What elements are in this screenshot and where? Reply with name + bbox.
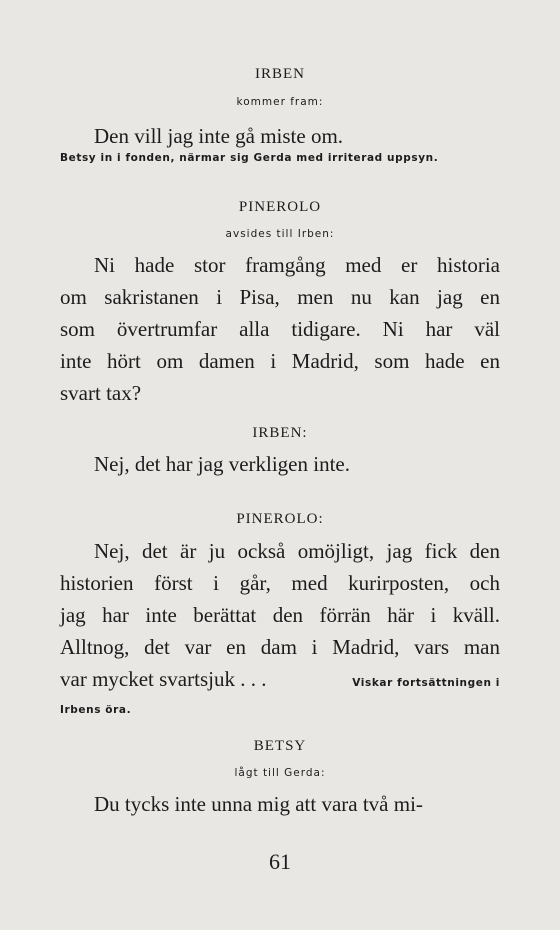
dialogue-line: Den vill jag inte gå miste om. [94, 124, 344, 148]
stage-direction: avsides till Irben: [225, 228, 335, 240]
stage-direction: Betsy in i fonden, närmar sig Gerda med irriterad uppsyn. [60, 152, 439, 164]
dialogue-line: Nej, det är ju också omöjligt, jag fick den [94, 539, 500, 563]
dialogue-line: Nej, det har jag verkligen inte. [94, 452, 350, 476]
stage-direction: lågt till Gerda: [234, 767, 326, 779]
dialogue-line: inte hört om damen i Madrid, som hade en [60, 349, 500, 373]
dialogue-line: som övertrumfar alla tidigare. Ni har väl [60, 317, 500, 341]
dialogue-text: var mycket svartsjuk . . . [60, 667, 267, 691]
dialogue-line-with-stage [60, 667, 500, 692]
speaker-pinerolo: PINEROLO: [236, 511, 324, 527]
dialogue-line: svart tax? [60, 381, 142, 405]
dialogue-line: jag har inte berättat den förrän här i kväll. [60, 603, 500, 627]
speaker-irben: IRBEN: [252, 425, 308, 441]
speaker-betsy: BETSY [253, 738, 307, 754]
stage-direction: Irbens öra. [60, 704, 132, 716]
stage-direction: Viskar fortsättningen i [352, 677, 500, 689]
speaker-pinerolo: PINEROLO [238, 199, 322, 215]
page-number: 61 [269, 849, 291, 874]
dialogue-line: om sakristanen i Pisa, men nu kan jag en [60, 285, 500, 309]
speaker-irben: IRBEN [255, 66, 305, 82]
dialogue-line: Alltnog, det var en dam i Madrid, vars man [60, 635, 500, 659]
stage-direction: kommer fram: [236, 96, 324, 108]
dialogue-line: historien först i går, med kurirposten, och [60, 571, 500, 595]
dialogue-line: Ni hade stor framgång med er historia [94, 253, 500, 277]
dialogue-line: Du tycks inte unna mig att vara två mi- [94, 792, 423, 816]
